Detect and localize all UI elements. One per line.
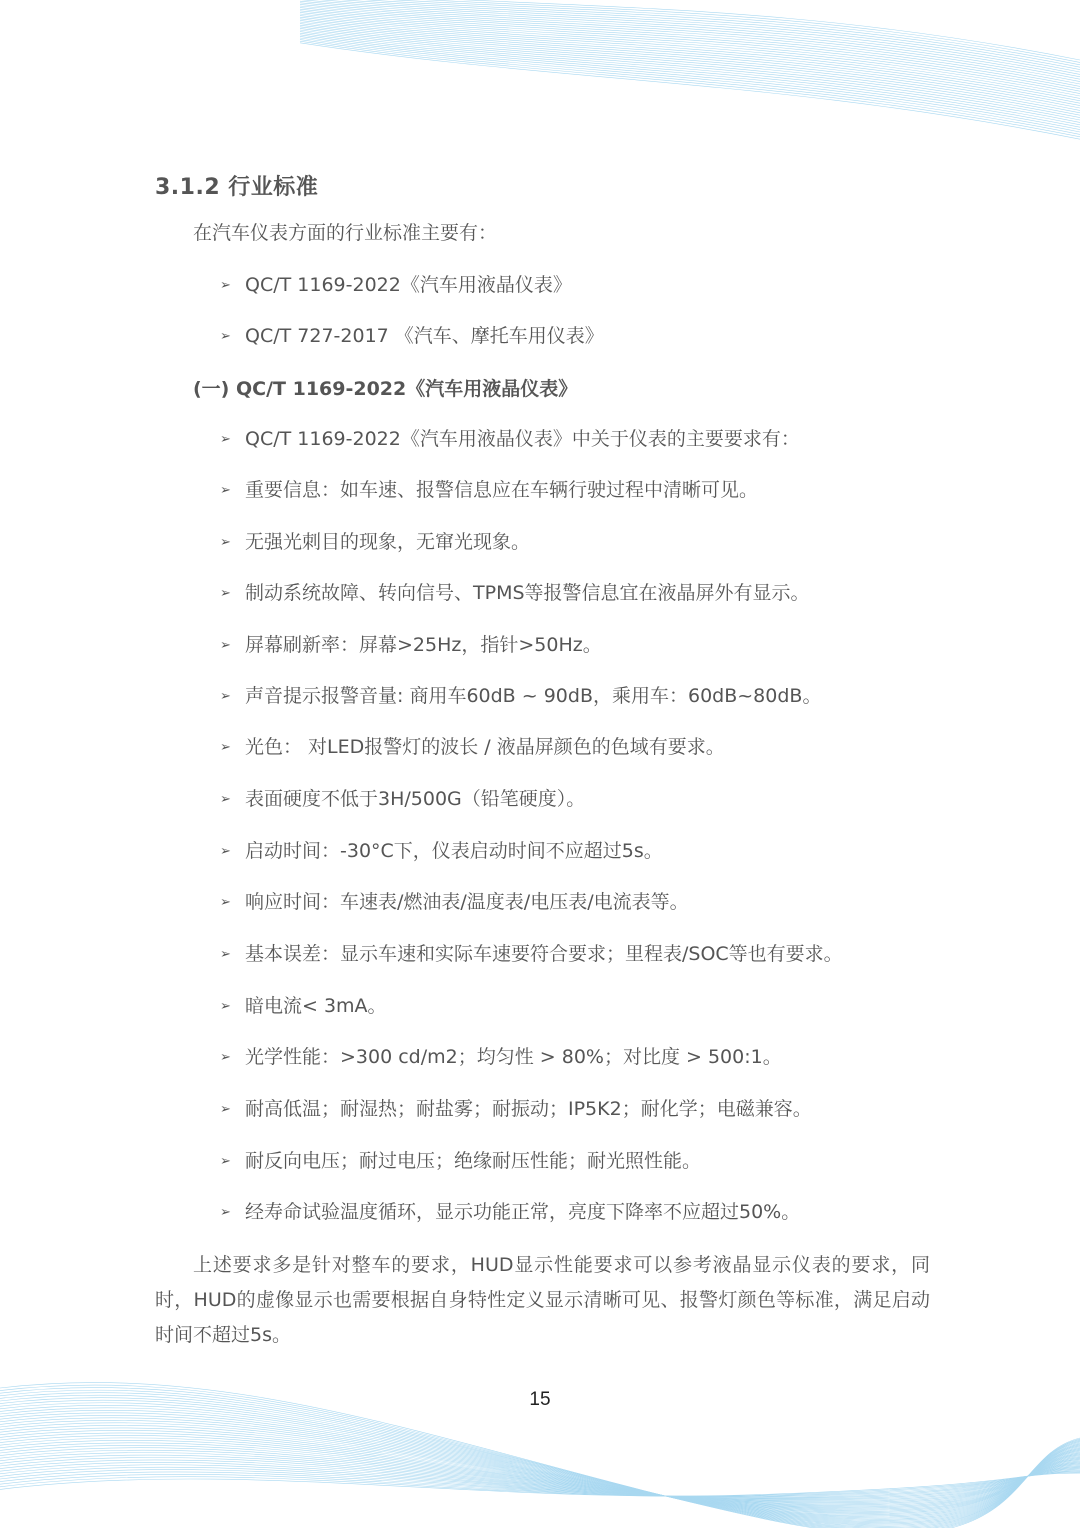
list-item [220, 890, 689, 915]
wave-line [0, 1408, 1080, 1523]
arrowhead-bullet-icon: ➢ [220, 586, 231, 601]
wave-line [0, 1403, 1080, 1525]
wave-line [300, 1, 1080, 77]
wave-line [300, 4, 1080, 81]
section-heading: 3.1.2 行业标准 [155, 175, 319, 200]
wave-line [300, 33, 1080, 125]
arrowhead-bullet-icon: ➢ [220, 278, 231, 293]
top-wave-decoration [0, 0, 1080, 140]
list-item-text: QC/T 1169-2022《汽车用液晶仪表》中关于仪表的主要要求有： [245, 428, 800, 450]
wave-line [0, 1410, 1080, 1521]
wave-line [300, 0, 1080, 70]
wave-line [0, 1405, 1080, 1524]
summary-paragraph: 上述要求多是针对整车的要求，HUD显示性能要求可以参考液晶显示仪表的要求，同时，HUD的虚像显示也需要根据自身特性定义显示清晰可见、报警灯颜色等标准，满足启动时间不超过5s。 [155, 1254, 930, 1346]
wave-line [0, 1433, 1080, 1512]
list-item [220, 994, 387, 1019]
list-item-text: 声音提示报警音量: 商用车60dB ~ 90dB，乘用车：60dB~80dB。 [245, 685, 822, 707]
list-item-text: 制动系统故障、转向信号、TPMS等报警信息宜在液晶屏外有显示。 [245, 582, 810, 604]
arrowhead-bullet-icon: ➢ [220, 895, 231, 910]
wave-line [300, 32, 1080, 123]
wave-line [300, 35, 1080, 127]
wave-line [300, 16, 1080, 99]
list-item [220, 530, 530, 555]
wave-line [300, 30, 1080, 120]
list-item [220, 1149, 701, 1174]
wave-line [300, 0, 1080, 67]
wave-line [0, 1395, 1080, 1528]
wave-line [0, 1435, 1080, 1510]
section-intro: 在汽车仪表方面的行业标准主要有： [193, 222, 498, 244]
wave-line [300, 0, 1080, 60]
wave-line [300, 40, 1080, 135]
wave-line [300, 0, 1080, 72]
wave-line [300, 0, 1080, 74]
list-item-text: 无强光刺目的现象，无窜光现象。 [245, 531, 531, 553]
list-item [220, 1097, 812, 1122]
wave-line [0, 1472, 1080, 1496]
wave-line [300, 17, 1080, 101]
list-item-text: 经寿命试验温度循环，显示功能正常，亮度下降率不应超过50%。 [245, 1201, 801, 1223]
list-item-text: 暗电流< 3mA。 [245, 995, 387, 1017]
list-item [220, 1200, 800, 1225]
list-item [220, 1045, 782, 1070]
list-item [220, 735, 725, 760]
list-item-text: QC/T 727-2017 《汽车、摩托车用仪表》 [245, 325, 604, 347]
list-item [220, 324, 604, 349]
arrowhead-bullet-icon: ➢ [220, 535, 231, 550]
wave-line [300, 22, 1080, 108]
arrowhead-bullet-icon: ➢ [220, 999, 231, 1014]
wave-line [300, 3, 1080, 79]
wave-line [300, 28, 1080, 117]
arrowhead-bullet-icon: ➢ [220, 483, 231, 498]
arrowhead-bullet-icon: ➢ [220, 844, 231, 859]
arrowhead-bullet-icon: ➢ [220, 689, 231, 704]
arrowhead-bullet-icon: ➢ [220, 1050, 231, 1065]
arrowhead-bullet-icon: ➢ [220, 638, 231, 653]
arrowhead-bullet-icon: ➢ [220, 1154, 231, 1169]
page-number: 15 [529, 1389, 551, 1410]
wave-line [0, 1393, 1080, 1528]
wave-line [300, 14, 1080, 96]
wave-line [0, 1457, 1080, 1500]
list-item [220, 581, 810, 606]
wave-line [300, 38, 1080, 132]
wave-line [0, 1448, 1080, 1505]
list-item [220, 839, 663, 864]
list-item [220, 427, 800, 452]
wave-line [0, 1465, 1080, 1499]
wave-line [0, 1428, 1080, 1514]
wave-line [0, 1418, 1080, 1518]
list-item [220, 684, 821, 709]
wave-line [0, 1430, 1080, 1512]
arrowhead-bullet-icon: ➢ [220, 740, 231, 755]
arrowhead-bullet-icon: ➢ [220, 1205, 231, 1220]
arrowhead-bullet-icon: ➢ [220, 947, 231, 962]
wave-line [300, 25, 1080, 113]
list-item [220, 787, 585, 812]
wave-line [0, 1443, 1080, 1507]
wave-line [0, 1453, 1080, 1503]
wave-line [300, 27, 1080, 115]
arrowhead-bullet-icon: ➢ [220, 432, 231, 447]
wave-line [0, 1470, 1080, 1498]
list-item-text: 重要信息：如车速、报警信息应在车辆行驶过程中清晰可见。 [245, 479, 759, 501]
wave-line [300, 20, 1080, 105]
wave-line [0, 1455, 1080, 1502]
wave-line [0, 1450, 1080, 1504]
list-item [220, 273, 572, 298]
wave-line [0, 1473, 1080, 1496]
list-item-text: 启动时间：-30°C下，仪表启动时间不应超过5s。 [245, 840, 663, 862]
wave-line [0, 1471, 1080, 1496]
wave-line [0, 1462, 1080, 1499]
list-item-text: 光学性能：>300 cd/m2；均匀性 > 80%；对比度 > 500:1。 [245, 1046, 782, 1068]
wave-line [300, 43, 1080, 139]
wave-line [0, 1425, 1080, 1514]
list-item-text: 响应时间：车速表/燃油表/温度表/电压表/电流表等。 [245, 891, 689, 913]
list-item-text: QC/T 1169-2022《汽车用液晶仪表》 [245, 274, 572, 296]
wave-line [300, 41, 1080, 137]
list-item-text: 耐高低温；耐湿热；耐盐雾；耐振动；IP5K2；耐化学；电磁兼容。 [245, 1098, 812, 1120]
wave-line [300, 6, 1080, 84]
wave-line [300, 36, 1080, 129]
wave-line [0, 1415, 1080, 1519]
list-item-text: 耐反向电压；耐过电压；绝缘耐压性能；耐光照性能。 [245, 1150, 702, 1172]
wave-line [0, 1470, 1080, 1496]
wave-line [300, 9, 1080, 89]
list-item [220, 942, 843, 967]
wave-line [300, 0, 1080, 65]
wave-line [0, 1423, 1080, 1516]
wave-line [300, 19, 1080, 103]
subsection-heading: (一) QC/T 1169-2022《汽车用液晶仪表》 [193, 378, 578, 400]
list-item-text: 光色： 对LED报警灯的波长 / 液晶屏颜色的色域有要求。 [245, 736, 725, 758]
wave-line [0, 1420, 1080, 1517]
list-item [220, 478, 758, 503]
wave-line [0, 1400, 1080, 1526]
list-item [220, 633, 602, 658]
wave-line [0, 1440, 1080, 1508]
wave-line [0, 1413, 1080, 1521]
wave-line [0, 1398, 1080, 1528]
wave-line [300, 12, 1080, 93]
list-item-text: 表面硬度不低于3H/500G（铅笔硬度）。 [245, 788, 586, 810]
arrowhead-bullet-icon: ➢ [220, 1102, 231, 1117]
wave-line [0, 1438, 1080, 1509]
list-item-text: 屏幕刷新率：屏幕>25Hz，指针>50Hz。 [245, 634, 602, 656]
wave-line [300, 8, 1080, 87]
wave-line [300, 24, 1080, 111]
wave-line [0, 1467, 1080, 1498]
wave-line [300, 0, 1080, 62]
list-item-text: 基本误差：显示车速和实际车速要符合要求；里程表/SOC等也有要求。 [245, 943, 843, 965]
wave-line [300, 11, 1080, 91]
wave-line [0, 1460, 1080, 1500]
arrowhead-bullet-icon: ➢ [220, 329, 231, 344]
arrowhead-bullet-icon: ➢ [220, 792, 231, 807]
wave-line [0, 1445, 1080, 1506]
